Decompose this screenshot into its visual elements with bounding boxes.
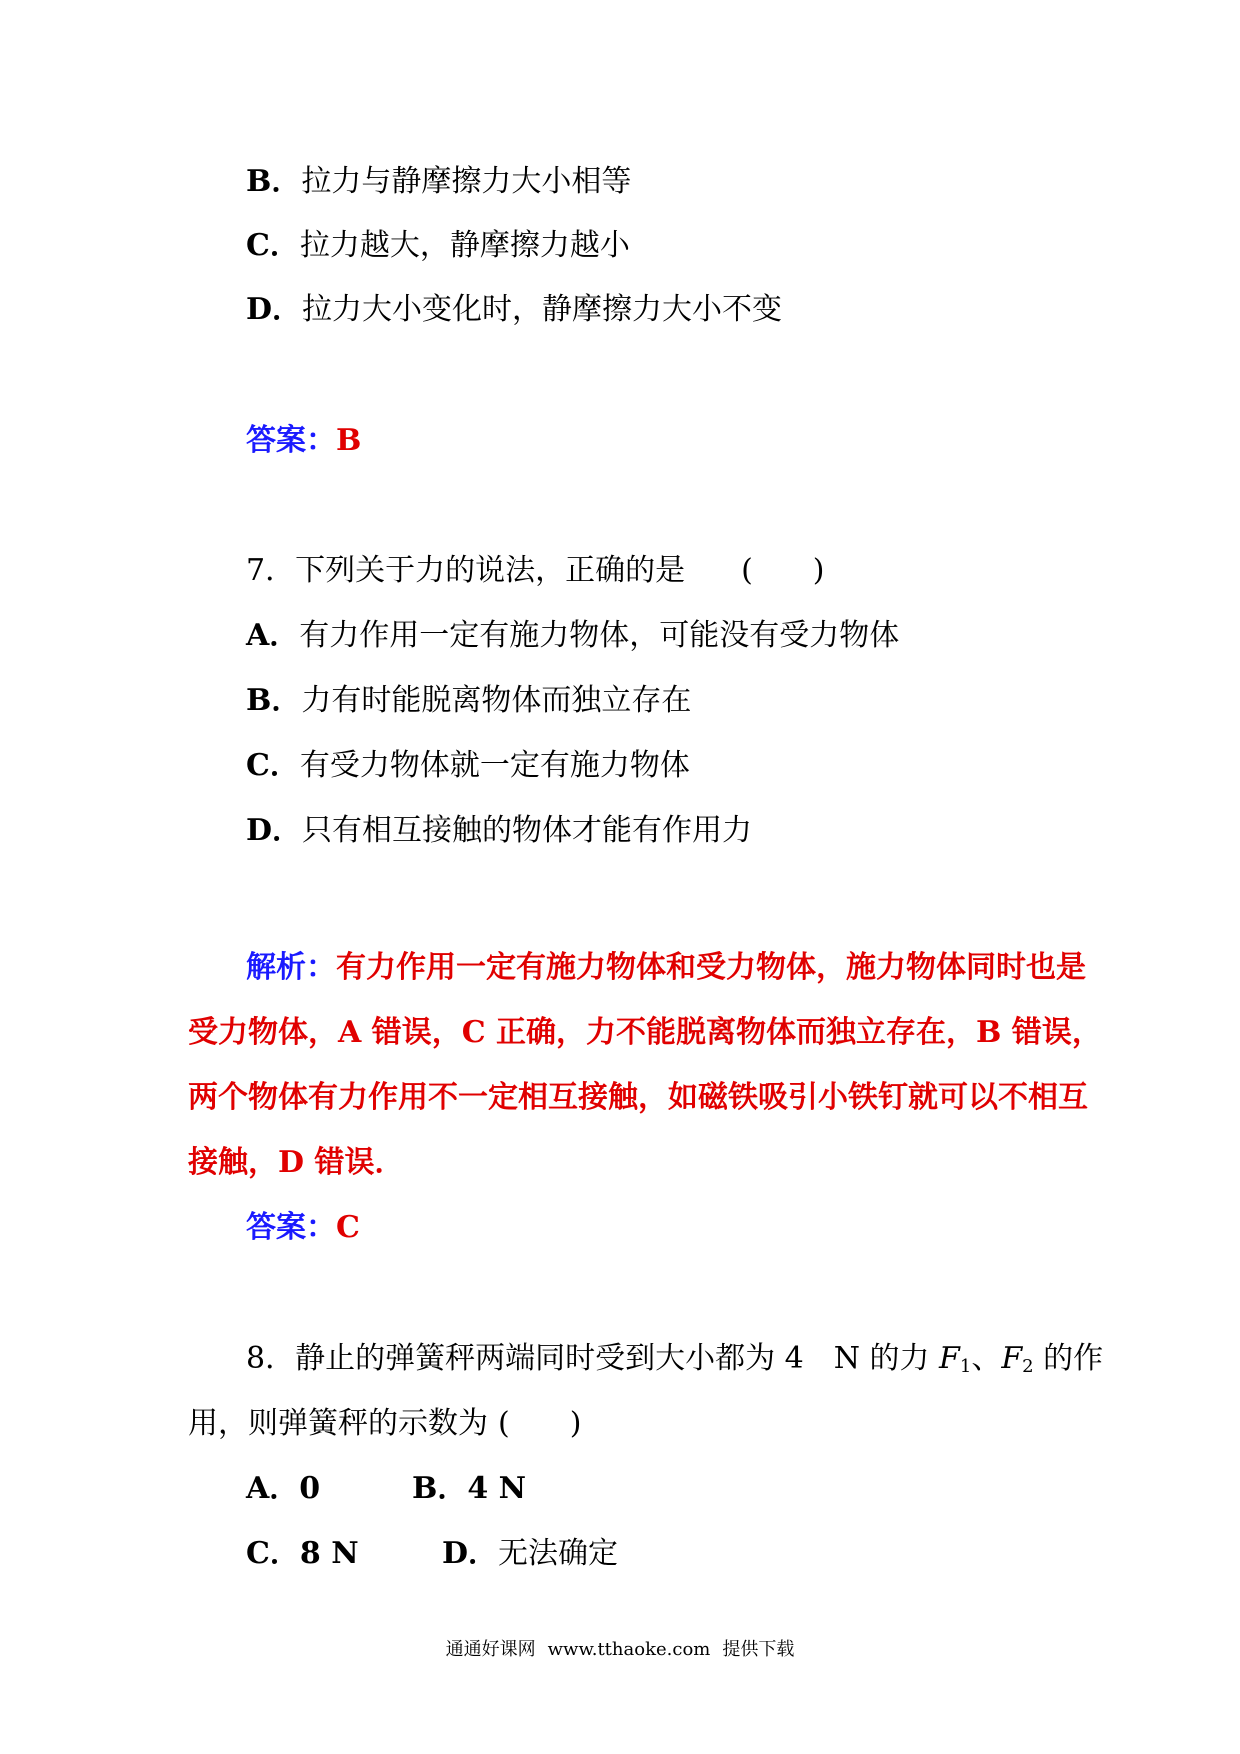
footer-note: 提供下载 [722, 1639, 795, 1660]
q7-stem [246, 551, 825, 591]
q7-option-c-letter: C． [246, 748, 300, 783]
q8-answer-paren: ( ) [498, 1406, 582, 1441]
q7-answer-value: C [336, 1210, 360, 1245]
q8-option-d-text: 无法确定 [498, 1536, 619, 1571]
q7-option-c-text: 有受力物体就一定有施力物体 [299, 748, 690, 783]
q8-option-d-letter: D． [442, 1536, 499, 1571]
q7-analysis-line-4: 接触，D 错误． [188, 1145, 405, 1180]
q7-option-c [246, 746, 690, 786]
q8-stem-text-2: 的作 [1033, 1341, 1104, 1376]
q7-option-a-text: 有力作用一定有施力物体，可能没有受力物体 [299, 618, 900, 653]
q6-option-b-letter: B． [246, 164, 302, 199]
q6-option-d-text: 拉力大小变化时，静摩擦力大小不变 [302, 292, 783, 327]
q7-analysis-line-1 [246, 948, 1086, 988]
q8-force-separator: 、 [971, 1341, 1002, 1376]
q7-analysis-line-3: 两个物体有力作用不一定相互接触，如磁铁吸引小铁钉就可以不相互 [188, 1080, 1088, 1115]
q6-answer-label: 答案： [246, 423, 336, 458]
q6-option-c [246, 226, 630, 266]
q7-stem-text: 7．下列关于力的说法，正确的是 [246, 553, 686, 588]
q7-answer-label: 答案： [246, 1210, 336, 1245]
q7-option-b [246, 681, 691, 721]
q8-force-f2-subscript: 2 [1022, 1356, 1034, 1377]
q8-options-row-2 [246, 1534, 619, 1574]
q7-analysis-label: 解析： [246, 950, 336, 985]
q8-option-d [442, 1534, 618, 1574]
q6-option-b-text: 拉力与静摩擦力大小相等 [301, 164, 632, 199]
q8-force-f1-subscript: 1 [959, 1356, 972, 1377]
q7-analysis-text-1: 有力作用一定有施力物体和受力物体，施力物体同时也是 [336, 950, 1086, 985]
q8-options-row-1 [246, 1469, 527, 1509]
q7-answer-paren: ( ) [741, 553, 825, 588]
q8-stem-text-3: 用，则弹簧秤的示数为 [188, 1406, 488, 1441]
q7-answer [246, 1208, 360, 1248]
q8-force-f2: F [1001, 1341, 1023, 1376]
q6-option-c-text: 拉力越大，静摩擦力越小 [299, 228, 630, 263]
q8-force-f1: F [939, 1341, 960, 1376]
q7-option-d [246, 811, 752, 851]
q8-option-a: A．0 [246, 1471, 321, 1506]
q7-option-a-letter: A． [246, 618, 300, 653]
q8-stem-line-2 [188, 1404, 581, 1444]
q8-option-b: B．4 N [412, 1471, 527, 1506]
q7-option-b-letter: B． [246, 683, 302, 718]
q8-option-c: C．8 N [246, 1536, 359, 1571]
q7-option-b-text: 力有时能脱离物体而独立存在 [301, 683, 692, 718]
q6-answer [246, 421, 361, 461]
footer-url[interactable]: www.tthaoke.com [547, 1639, 711, 1660]
q6-answer-value: B [336, 423, 362, 458]
q7-option-d-letter: D． [246, 813, 303, 848]
q7-option-d-text: 只有相互接触的物体才能有作用力 [302, 813, 753, 848]
q6-option-d-letter: D． [246, 292, 303, 327]
q6-option-c-letter: C． [246, 228, 300, 263]
q7-option-a [246, 616, 899, 656]
footer-site-name: 通通好课网 [445, 1639, 536, 1660]
q6-option-d [246, 290, 782, 330]
page-footer [0, 1638, 1240, 1662]
q6-option-b [246, 162, 631, 202]
q7-analysis-line-2: 受力物体，A 错误，C 正确，力不能脱离物体而独立存在，B 错误， [188, 1015, 1102, 1050]
q8-stem-text-1: 8．静止的弹簧秤两端同时受到大小都为 4 N 的力 [246, 1341, 940, 1376]
q8-stem-line-1 [246, 1339, 1103, 1387]
